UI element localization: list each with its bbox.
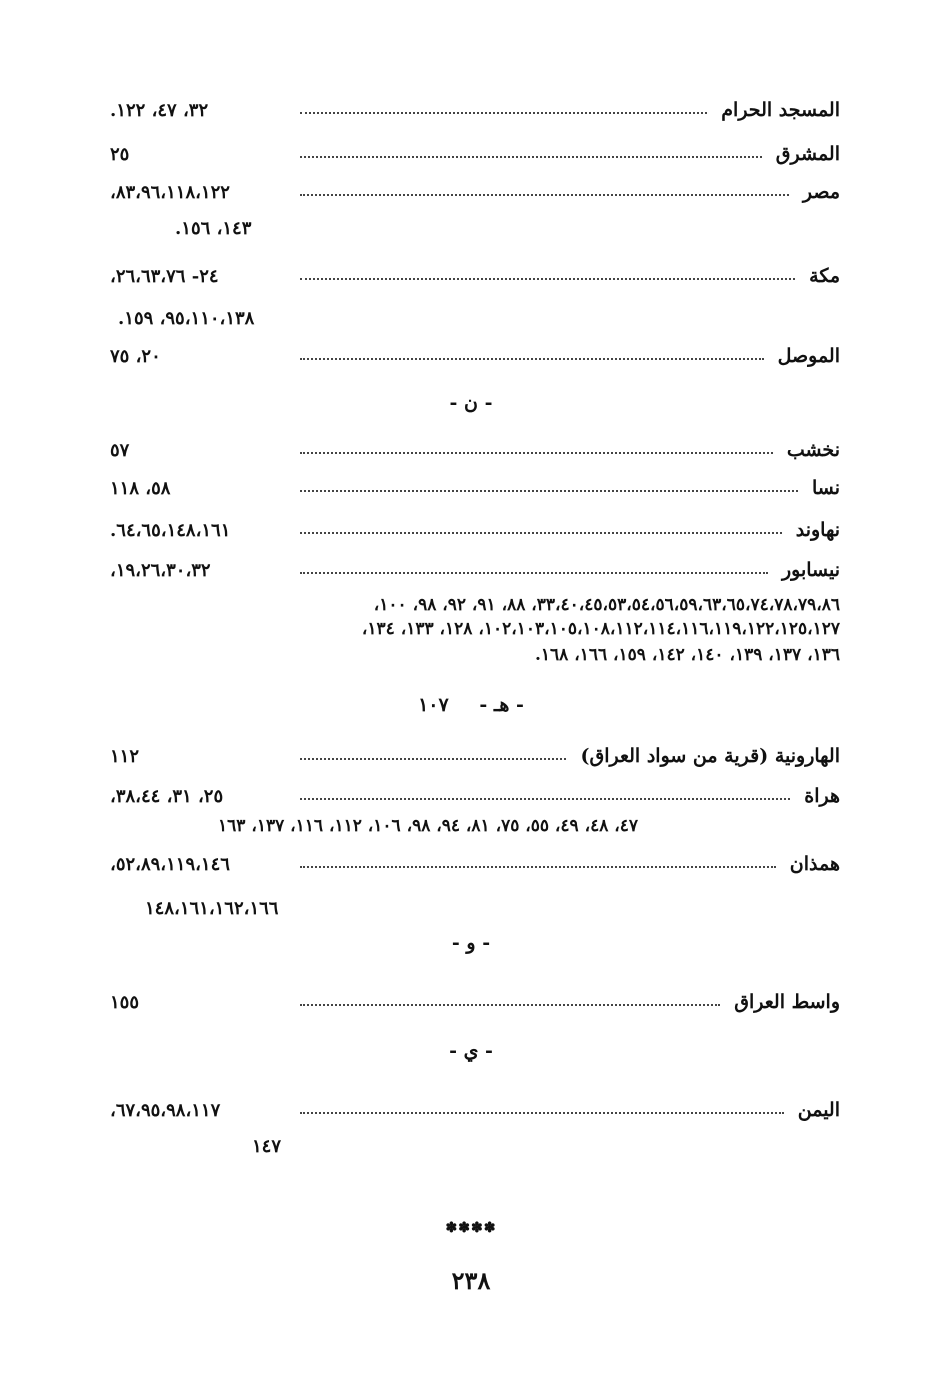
entry-pages: ٦٤،٦٥،١٤٨،١٦١. bbox=[110, 520, 231, 542]
entry-pages-continuation: ١٤٨،١٦١،١٦٢،١٦٦ bbox=[145, 898, 279, 919]
leader-dots bbox=[300, 358, 764, 360]
index-entry bbox=[110, 774, 840, 808]
letter-heading-nun: - ن - bbox=[449, 392, 493, 414]
entry-pages: ٥٧ bbox=[110, 440, 130, 462]
herat-pages-line: ٤٧، ٤٨، ٤٩، ٥٥، ٧٥، ٨١، ٩٤، ٩٨، ١٠٦، ١١٢، ١١٦، ١٣٧، ١٦٣ bbox=[218, 816, 639, 836]
index-entry bbox=[110, 132, 840, 166]
leader-dots bbox=[300, 1112, 784, 1114]
entry-pages-continuation: ١٤٣، ١٥٦. bbox=[175, 218, 252, 239]
entry-name: اليمن bbox=[797, 1099, 840, 1122]
entry-pages: ٨٣،٩٦،١١٨،١٢٢، bbox=[110, 182, 230, 204]
entry-name: نهاوند bbox=[795, 519, 840, 542]
entry-name: الهارونية (قرية من سواد العراق) bbox=[580, 745, 840, 768]
entry-pages: ٢٠، ٧٥ bbox=[110, 346, 161, 368]
entry-pages: ١٥٥ bbox=[110, 992, 140, 1014]
entry-name: نيسابور bbox=[781, 559, 840, 582]
entry-name: مصر bbox=[802, 181, 840, 204]
leader-dots bbox=[300, 452, 773, 454]
entry-name: الموصل bbox=[777, 345, 840, 368]
entry-name: واسط العراق bbox=[734, 991, 840, 1014]
index-entry bbox=[110, 88, 840, 122]
index-entry bbox=[110, 508, 840, 542]
entry-pages: ٢٥ bbox=[110, 144, 130, 166]
entry-pages: ٣٢، ٤٧، ١٢٢. bbox=[110, 100, 209, 122]
entry-name: المسجد الحرام bbox=[721, 99, 840, 122]
nishapur-pages-line: ١٣٦، ١٣٧، ١٣٩، ١٤٠، ١٤٢، ١٥٩، ١٦٦، ١٦٨. bbox=[534, 645, 840, 665]
entry-name: نسا bbox=[811, 477, 840, 500]
entry-pages: ٢٥، ٣١، ٣٨،٤٤، bbox=[110, 786, 224, 808]
entry-pages: ٢٤- ٢٦،٦٣،٧٦، bbox=[110, 266, 219, 288]
leader-dots bbox=[300, 532, 782, 534]
entry-pages: ١٩،٢٦،٣٠،٣٢، bbox=[110, 560, 211, 582]
entry-pages: ٥٨، ١١٨ bbox=[110, 478, 171, 500]
section-end-ornament: ✽✽✽✽ bbox=[445, 1220, 497, 1236]
index-entry bbox=[110, 842, 840, 876]
leader-dots bbox=[300, 758, 566, 760]
index-entry bbox=[110, 1088, 840, 1122]
leader-dots bbox=[300, 490, 798, 492]
page-number: ٢٣٨ bbox=[451, 1266, 491, 1295]
leader-dots bbox=[300, 112, 707, 114]
entry-pages-continuation: ٩٥،١١٠،١٣٨، ١٥٩. bbox=[118, 308, 255, 329]
nishapur-pages-line: ٣٣،٤٠،٤٥،٥٣،٥٤،٥٦،٥٩،٦٣،٦٥،٧٤،٧٨،٧٩،٨٦، ٨٨، ٩١، ٩٢، ٩٨، ١٠٠، bbox=[373, 595, 840, 615]
entry-name: مكة bbox=[809, 265, 840, 288]
leader-dots bbox=[300, 194, 789, 196]
index-entry bbox=[110, 734, 840, 768]
index-entry bbox=[110, 466, 840, 500]
letter-heading-ha bbox=[0, 694, 942, 716]
entry-pages: ٥٢،٨٩،١١٩،١٤٦، bbox=[110, 854, 230, 876]
index-entry bbox=[110, 170, 840, 204]
entry-pages: ٦٧،٩٥،٩٨،١١٧، bbox=[110, 1100, 221, 1122]
leader-dots bbox=[300, 156, 762, 158]
letter-heading-text: - هـ - bbox=[479, 694, 524, 716]
leader-dots bbox=[300, 572, 768, 574]
entry-pages-continuation: ١٤٧ bbox=[252, 1136, 282, 1157]
leader-dots bbox=[300, 1004, 720, 1006]
index-entry bbox=[110, 428, 840, 462]
letter-heading-waw: - و - bbox=[451, 932, 491, 954]
leader-dots bbox=[300, 278, 795, 280]
entry-name: همذان bbox=[789, 853, 840, 876]
letter-heading-ya: - ي - bbox=[449, 1040, 493, 1062]
nishapur-pages-line: ١٠٢،١٠٣،١٠٥،١٠٨،١١٢،١١٤،١١٦،١١٩،١٢٢،١٢٥،١٢٧، ١٢٨، ١٣٣، ١٣٤، bbox=[361, 619, 840, 639]
letter-heading-page: ١٠٧ bbox=[418, 694, 449, 716]
entry-name: المشرق bbox=[775, 143, 840, 166]
index-entry bbox=[110, 980, 840, 1014]
index-entry bbox=[110, 334, 840, 368]
index-entry bbox=[110, 548, 840, 582]
leader-dots bbox=[300, 866, 776, 868]
index-entry bbox=[110, 254, 840, 288]
leader-dots bbox=[300, 798, 790, 800]
entry-pages: ١١٢ bbox=[110, 746, 140, 768]
entry-name: هراة bbox=[804, 785, 840, 808]
entry-name: نخشب bbox=[786, 439, 840, 462]
